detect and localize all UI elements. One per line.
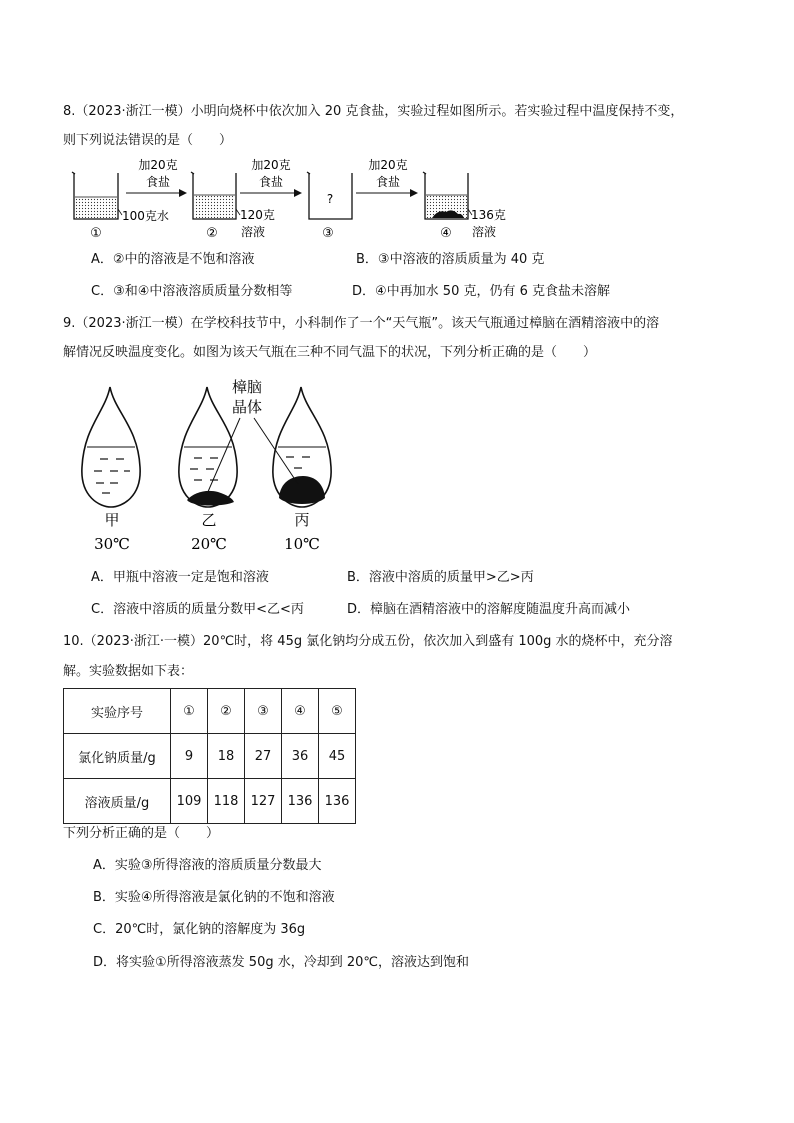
table-cell: 36	[282, 734, 319, 779]
arrow3-label-bottom: 食盐	[375, 175, 401, 189]
callout-line2: 晶体	[231, 398, 263, 416]
bottle-jia-name: 甲	[104, 511, 120, 529]
beaker1-number: ①	[90, 226, 102, 241]
q10-option-d[interactable]: D．将实验①所得溶液蒸发 50g 水，冷却到 20℃，溶液达到饱和	[93, 955, 469, 970]
beaker-1	[72, 172, 118, 219]
beaker3-number: ③	[322, 226, 334, 241]
q8-figure	[60, 153, 530, 245]
arrow1-label-bottom: 食盐	[145, 175, 171, 189]
arrow3-label-top: 加20克	[368, 158, 408, 172]
crystal-yi	[187, 491, 234, 506]
table-header-cell: ②	[208, 689, 245, 734]
table-cell: 127	[245, 779, 282, 824]
callout-pointer-bing	[254, 418, 298, 484]
table-row	[64, 779, 356, 824]
arrow2-label-bottom: 食盐	[258, 175, 284, 189]
table-header-cell: ④	[282, 689, 319, 734]
table-header-cell: 实验序号	[64, 689, 171, 734]
beaker2-label-bottom: 溶液	[241, 225, 266, 239]
bottle-jia-temp: 30℃	[94, 535, 130, 553]
beaker3-question-mark: ?	[326, 192, 334, 206]
table-cell: 18	[208, 734, 245, 779]
q10-stem-line1: 10.（2023·浙江·一模）20℃时，将 45g 氯化钠均分成五份，依次加入到盛有 100g 水的烧杯中，充分溶	[63, 634, 673, 649]
table-cell: 118	[208, 779, 245, 824]
q9-option-d[interactable]: D．樟脑在酒精溶液中的溶解度随温度升高而减小	[347, 602, 631, 617]
table-cell: 45	[319, 734, 356, 779]
crystal-bing	[279, 476, 325, 504]
q8-stem-line2: 则下列说法错误的是（ ）	[63, 133, 233, 148]
beaker-2	[191, 172, 236, 219]
bottle-yi-name: 乙	[201, 511, 217, 529]
q10-option-b[interactable]: B．实验④所得溶液是氯化钠的不饱和溶液	[93, 890, 335, 905]
beaker2-number: ②	[206, 226, 218, 241]
bottle-yi	[179, 387, 237, 507]
bottle-yi-temp: 20℃	[191, 535, 227, 553]
arrow2-label-top: 加20克	[251, 158, 291, 172]
table-cell: 136	[282, 779, 319, 824]
q9-stem-line1: 9.（2023·浙江一模）在学校科技节中，小科制作了一个“天气瓶”。该天气瓶通过樟脑在酒精溶液中的溶	[63, 316, 660, 331]
q8-option-b[interactable]: B．③中溶液的溶质质量为 40 克	[356, 252, 545, 267]
table-header-cell: ①	[171, 689, 208, 734]
table-cell: 溶液质量/g	[64, 779, 171, 824]
q10-option-a[interactable]: A．实验③所得溶液的溶质质量分数最大	[93, 858, 322, 873]
table-row	[64, 734, 356, 779]
q8-option-d[interactable]: D．④中再加水 50 克，仍有 6 克食盐未溶解	[352, 284, 611, 299]
q10-question: 下列分析正确的是（ ）	[63, 826, 220, 841]
q10-data-table	[63, 688, 356, 824]
q9-option-c[interactable]: C．溶液中溶质的质量分数甲<乙<丙	[91, 602, 304, 617]
q10-option-c[interactable]: C．20℃时，氯化钠的溶解度为 36g	[93, 922, 306, 937]
q8-option-c[interactable]: C．③和④中溶液溶质质量分数相等	[91, 284, 293, 299]
beaker4-number: ④	[440, 226, 452, 241]
table-cell: 9	[171, 734, 208, 779]
table-cell: 氯化钠质量/g	[64, 734, 171, 779]
table-header-cell: ⑤	[319, 689, 356, 734]
bottle-bing-temp: 10℃	[284, 535, 320, 553]
table-cell: 109	[171, 779, 208, 824]
bottle-jia	[82, 387, 140, 507]
bottle-bing-name: 丙	[294, 511, 310, 529]
beaker2-label-top: 120克	[240, 208, 275, 222]
table-cell: 136	[319, 779, 356, 824]
bottle-bing	[273, 387, 331, 507]
callout-line1: 樟脑	[231, 378, 263, 396]
beaker1-label: 100克水	[122, 209, 169, 223]
arrow1-label-top: 加20克	[138, 158, 178, 172]
beaker4-label-bottom: 溶液	[472, 225, 497, 239]
beaker-4	[423, 172, 468, 219]
q8-option-a[interactable]: A．②中的溶液是不饱和溶液	[91, 252, 255, 267]
q9-figure	[72, 372, 352, 554]
q9-stem-line2: 解情况反映温度变化。如图为该天气瓶在三种不同气温下的状况，下列分析正确的是（ ）	[63, 345, 597, 360]
beaker4-label-top: 136克	[471, 208, 506, 222]
table-header-row	[64, 689, 356, 734]
table-cell: 27	[245, 734, 282, 779]
q9-option-b[interactable]: B．溶液中溶质的质量甲>乙>丙	[347, 570, 534, 585]
table-header-cell: ③	[245, 689, 282, 734]
q10-stem-line2: 解。实验数据如下表：	[63, 664, 194, 679]
q8-stem-line1: 8.（2023·浙江一模）小明向烧杯中依次加入 20 克食盐，实验过程如图所示。若实验过程中温度保持不变，	[63, 104, 684, 119]
q9-option-a[interactable]: A．甲瓶中溶液一定是饱和溶液	[91, 570, 269, 585]
